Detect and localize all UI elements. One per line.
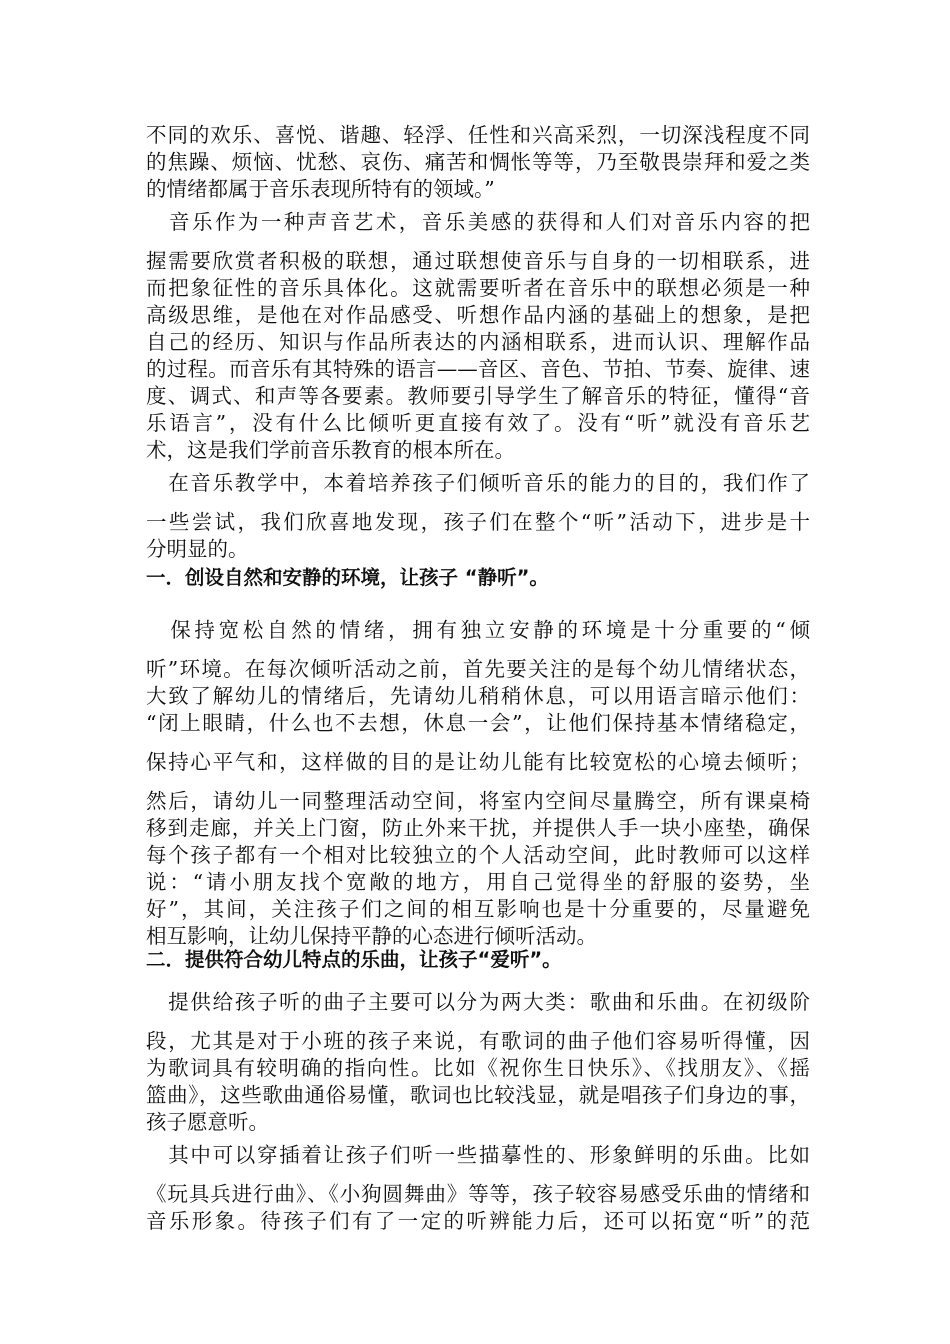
body-text-line: 大致了解幼儿的情绪后，先请幼儿稍稍休息，可以用语言暗示他们： — [146, 684, 810, 708]
body-text-line: 保持心平气和，这样做的目的是让幼儿能有比较宽松的心境去倾听； — [146, 750, 810, 774]
section-heading: 一．创设自然和安静的环境，让孩子 “静听”。 — [146, 566, 549, 589]
body-text-line: 分明显的。 — [146, 537, 249, 561]
body-text-line: 音乐作为一种声音艺术，音乐美感的获得和人们对音乐内容的把 — [146, 210, 810, 234]
body-text-line: 为歌词具有较明确的指向性。比如《祝你生日快乐》、《找朋友》、《摇 — [146, 1056, 810, 1080]
body-text-line: 术，这是我们学前音乐教育的根本所在。 — [146, 438, 515, 462]
body-text-line: “闭上眼睛，什么也不去想，休息一会”，让他们保持基本情绪稳定， — [146, 711, 810, 735]
body-text-line: 篮曲》，这些歌曲通俗易懂，歌词也比较浅显，就是唱孩子们身边的事， — [146, 1083, 810, 1107]
body-text-line: 每个孩子都有一个相对比较独立的个人活动空间，此时教师可以这样 — [146, 843, 810, 867]
body-text-line: 保持宽松自然的情绪，拥有独立安静的环境是十分重要的“倾 — [146, 618, 810, 642]
body-text-line: 提供给孩子听的曲子主要可以分为两大类：歌曲和乐曲。在初级阶 — [146, 990, 810, 1014]
body-text-line: 而把象征性的音乐具体化。这就需要听者在音乐中的联想必须是一种 — [146, 276, 810, 300]
body-text-line: 好”，其间，关注孩子们之间的相互影响也是十分重要的，尽量避免 — [146, 897, 810, 921]
body-text-line: 相互影响，让幼儿保持平静的心态进行倾听活动。 — [146, 924, 597, 948]
body-text-line: 其中可以穿插着让孩子们听一些描摹性的、形象鲜明的乐曲。比如 — [146, 1143, 810, 1167]
body-text-line: 乐语言”，没有什么比倾听更直接有效了。没有“听”就没有音乐艺 — [146, 411, 810, 435]
body-text-line: 握需要欣赏者积极的联想，通过联想使音乐与自身的一切相联系，进 — [146, 249, 810, 273]
body-text-line: 说：“请小朋友找个宽敞的地方，用自己觉得坐的舒服的姿势，坐 — [146, 870, 810, 894]
body-text-line: 听”环境。在每次倾听活动之前，首先要关注的是每个幼儿情绪状态， — [146, 657, 810, 681]
body-text-line: 的焦躁、烦恼、忧愁、哀伤、痛苦和惆怅等等，乃至敬畏崇拜和爱之类 — [146, 150, 810, 174]
body-text-line: 移到走廊，并关上门窗，防止外来干扰，并提供人手一块小座垫，确保 — [146, 816, 810, 840]
section-heading: 二．提供符合幼儿特点的乐曲，让孩子“爱听”。 — [146, 948, 562, 971]
body-text-line: 然后，请幼儿一同整理活动空间，将室内空间尽量腾空，所有课桌椅 — [146, 789, 810, 813]
body-text-line: 自己的经历、知识与作品所表达的内涵相联系，进而认识、理解作品 — [146, 330, 810, 354]
body-text-line: 音乐形象。待孩子们有了一定的听辨能力后，还可以拓宽“听”的范 — [146, 1209, 810, 1233]
body-text-line: 在音乐教学中，本着培养孩子们倾听音乐的能力的目的，我们作了 — [146, 471, 810, 495]
body-text-line: 高级思维，是他在对作品感受、听想作品内涵的基础上的想象，是把 — [146, 303, 810, 327]
body-text-line: 的过程。而音乐有其特殊的语言——音区、音色、节拍、节奏、旋律、速 — [146, 357, 810, 381]
body-text-line: 不同的欢乐、喜悦、谐趣、轻浮、任性和兴高采烈，一切深浅程度不同 — [146, 123, 810, 147]
body-text-line: 《玩具兵进行曲》、《小狗圆舞曲》等等，孩子较容易感受乐曲的情绪和 — [146, 1182, 810, 1206]
body-text-line: 度、调式、和声等各要素。教师要引导学生了解音乐的特征，懂得“音 — [146, 384, 810, 408]
body-text-line: 段，尤其是对于小班的孩子来说，有歌词的曲子他们容易听得懂，因 — [146, 1029, 810, 1053]
body-text-line: 的情绪都属于音乐表现所特有的领域。” — [146, 177, 495, 201]
body-text-line: 一些尝试，我们欣喜地发现，孩子们在整个“听”活动下，进步是十 — [146, 510, 810, 534]
body-text-line: 孩子愿意听。 — [146, 1110, 269, 1134]
